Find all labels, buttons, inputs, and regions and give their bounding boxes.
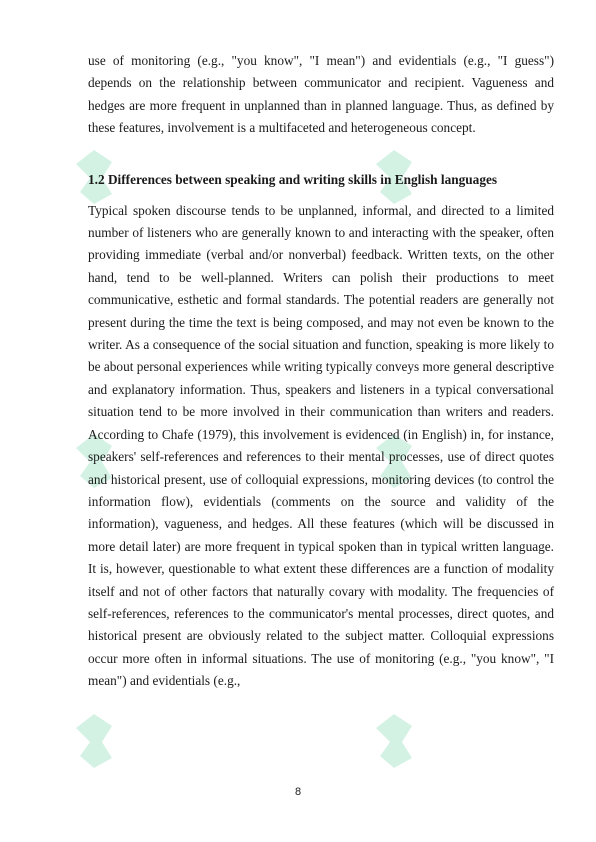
page-number: 8	[294, 786, 302, 798]
watermark-logo-icon	[372, 712, 416, 770]
paragraph-continued: use of monitoring (e.g., "you know", "I mean") and evidentials (e.g., "I guess") depends on the relationship between communicator and recipient. Vagueness and hedges are more frequent in unplanned than in planned language. Thus, as defined by these features, involvement is a multifaceted and heterogeneous concept.	[88, 53, 554, 136]
page-content	[88, 50, 554, 693]
section-heading: 1.2 Differences between speaking and writing skills in English languages	[88, 171, 498, 187]
watermark-logo-icon	[72, 712, 116, 770]
body-paragraph: Typical spoken discourse tends to be unplanned, informal, and directed to a limited number of listeners who are generally known to and interacting with the speaker, often providing immediate (verbal and/or nonverbal) feedback. Written texts, on the other hand, tend to be well-planned. Writers can polish their productions to meet communicative, esthetic and formal standards. The potential readers are generally not present during the time the text is being composed, and may not even be known to the writer. As a consequence of the social situation and function, speaking is more likely to be about personal experiences while writing typically conveys more general descriptive and explanatory information. Thus, speakers and listeners in a typical conversational situation tend to be more involved in their communication than writers and readers. According to Chafe (1979), this involvement is evidenced (in English) in, for instance, speakers' self-references and references to their mental processes, use of direct quotes and historical present, use of colloquial expressions, monitoring devices (to control the information flow), evidentials (comments on the source and validity of the information), vagueness, and hedges. All these features (which will be discussed in more detail later) are more frequent in typical spoken than in typical written language. It is, however, questionable to what extent these differences are a function of modality itself and not of other factors that naturally covary with modality. The frequencies of self-references, references to the communicator's mental processes, direct quotes, and historical present are obviously related to the subject matter. Colloquial expressions occur more often in informal situations. The use of monitoring (e.g., "you know", "I mean") and evidentials (e.g.,	[88, 202, 554, 689]
